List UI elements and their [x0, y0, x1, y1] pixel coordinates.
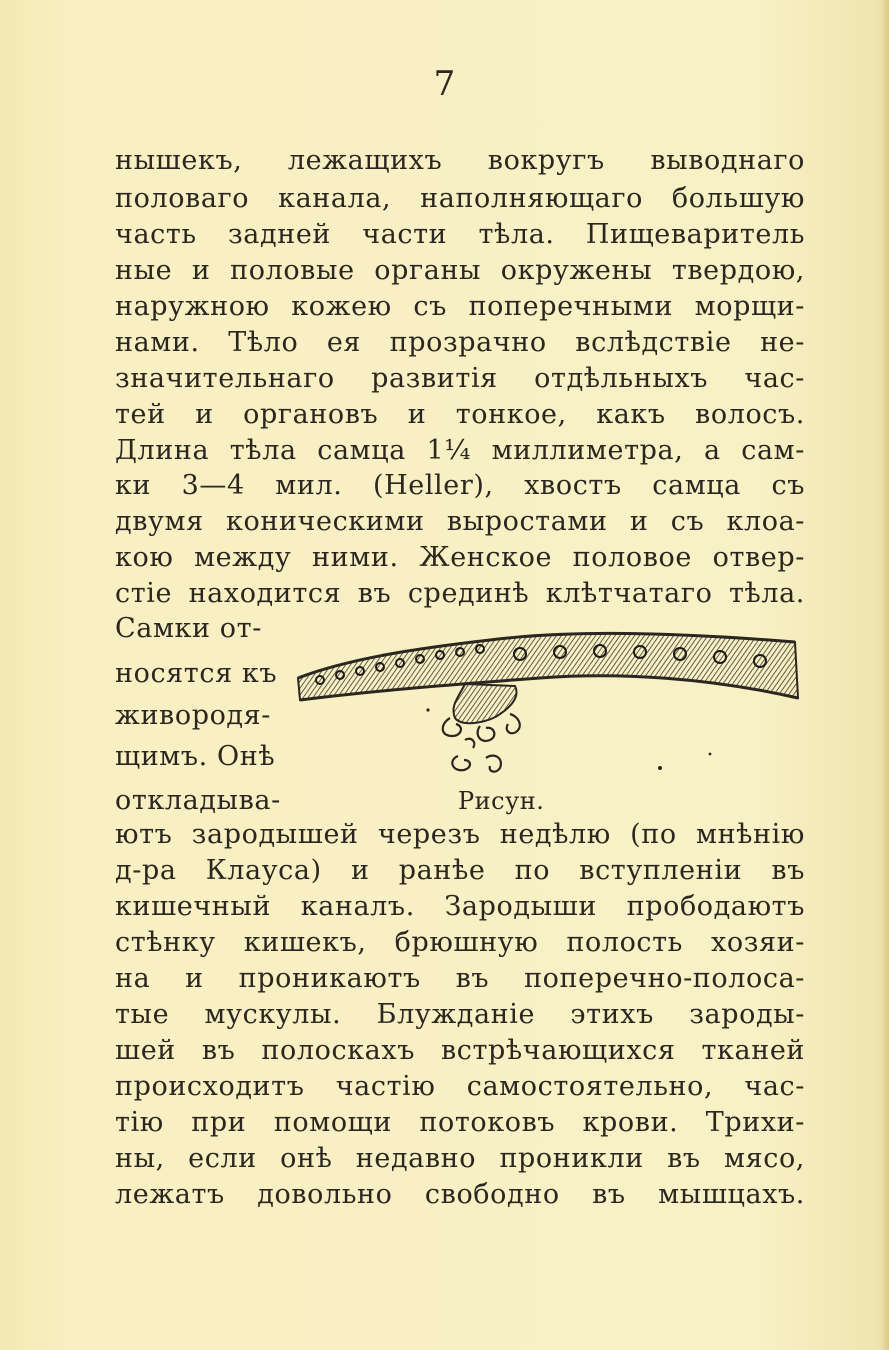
text-line: шей въ полоскахъ встрѣчающихся тканей — [115, 1035, 805, 1066]
figure-caption: Рисун. — [458, 787, 545, 815]
text-line: наружною кожею съ поперечными морщи- — [115, 291, 805, 322]
page-edge-shadow — [879, 0, 889, 1350]
text-line: кишечный каналъ. Зародыши прободаютъ — [115, 891, 805, 922]
text-line: происходитъ частію самостоятельно, час- — [115, 1071, 805, 1102]
text-line: ные и половые органы окружены твердою, — [115, 255, 805, 286]
text-line-short: щимъ. Онѣ — [115, 741, 276, 772]
text-line: ны, если онѣ недавно проникли въ мясо, — [115, 1143, 805, 1174]
trichina-illustration — [290, 618, 800, 788]
text-line: ютъ зародышей черезъ недѣлю (по мнѣнію — [115, 819, 805, 850]
text-line: значительнаго развитія отдѣльныхъ час- — [115, 363, 805, 394]
text-line: кою между ними. Женское половое отвер- — [115, 542, 805, 573]
text-line: часть задней части тѣла. Пищеваритель — [115, 219, 805, 250]
text-line: ки 3—4 мил. (Heller), хвостъ самца съ — [115, 470, 805, 501]
text-line-short: носятся къ — [115, 658, 278, 689]
text-line: лежатъ довольно свободно въ мышцахъ. — [115, 1179, 805, 1210]
text-line: тые мускулы. Блужданіе этихъ зароды- — [115, 999, 805, 1030]
text-line-short: Самки от- — [115, 613, 262, 644]
page-number: 7 — [433, 64, 456, 104]
text-line-short: откладыва- — [115, 785, 281, 816]
text-line: на и проникаютъ въ поперечно-полоса- — [115, 963, 805, 994]
text-line: тей и органовъ и тонкое, какъ волосъ. — [115, 399, 805, 430]
text-line: нышекъ, лежащихъ вокругъ выводнаго — [115, 145, 805, 176]
text-line: д-ра Клауса) и ранѣе по вступленіи въ — [115, 855, 805, 886]
text-line: стіе находится въ срединѣ клѣтчатаго тѣла. — [115, 578, 805, 609]
text-line: двумя коническими выростами и съ клоа- — [115, 506, 805, 537]
text-line: тію при помощи потоковъ крови. Трихи- — [115, 1107, 805, 1138]
text-line: Длина тѣла самца 1¼ миллиметра, а сам- — [115, 435, 805, 466]
text-line: половаго канала, наполняющаго большую — [115, 183, 805, 214]
text-line: стѣнку кишекъ, брюшную полость хозяи- — [115, 927, 805, 958]
text-line: нами. Тѣло ея прозрачно вслѣдствіе не- — [115, 327, 805, 358]
text-line-short: живородя- — [115, 700, 272, 731]
